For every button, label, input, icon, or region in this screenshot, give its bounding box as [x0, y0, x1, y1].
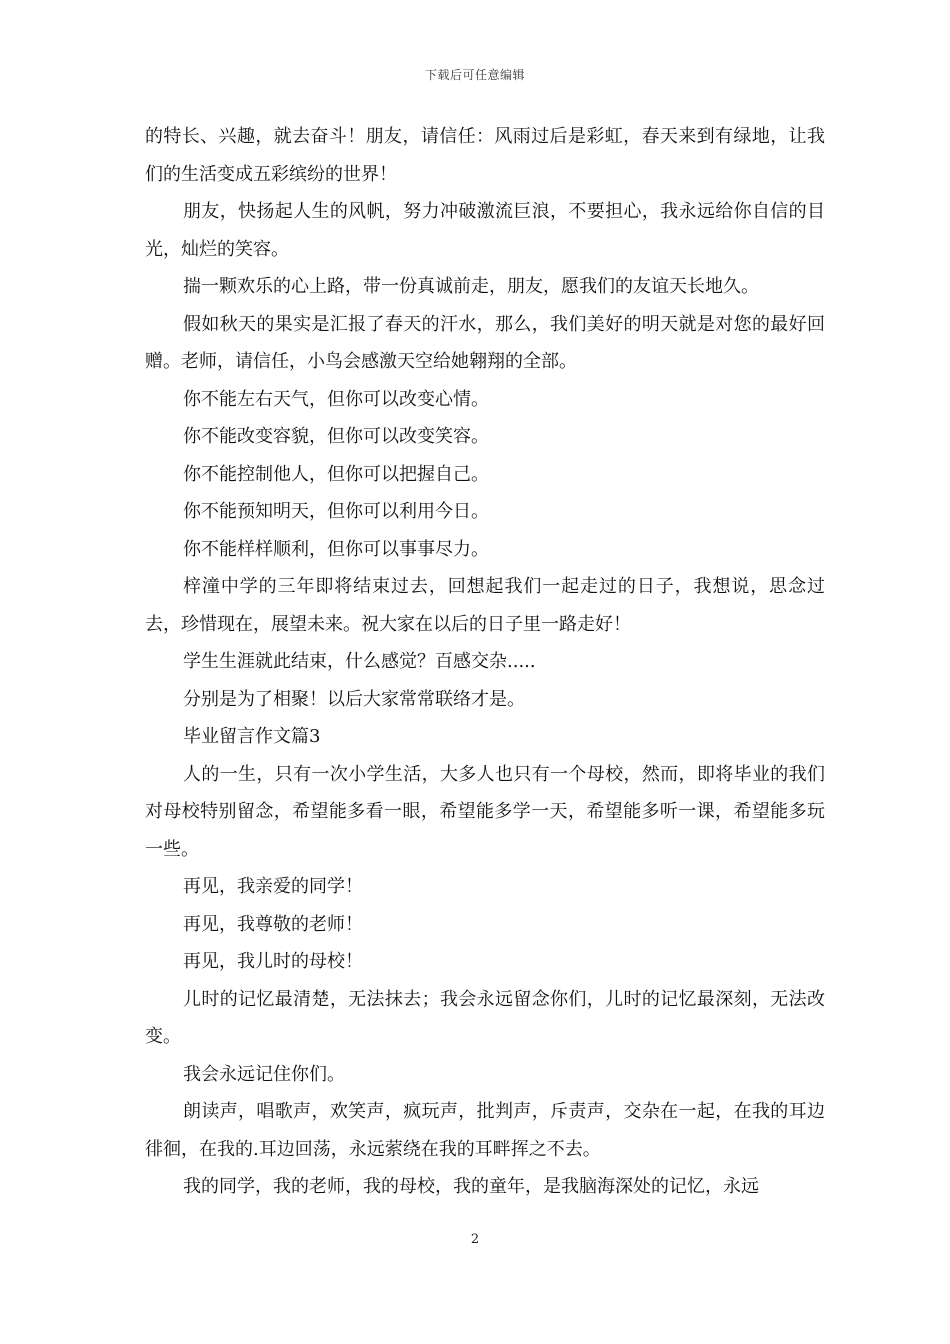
paragraph: 你不能控制他人，但你可以把握自己。 [183, 463, 489, 485]
paragraph: 朗读声，唱歌声，欢笑声，疯玩声，批判声，斥责声，交杂在一起，在我的耳边徘徊，在我的.耳边回荡，永远萦绕在我的耳畔挥之不去。 [145, 1101, 825, 1160]
paragraph: 我会永远记住你们。 [183, 1063, 345, 1085]
paragraph: 揣一颗欢乐的心上路，带一份真诚前走，朋友，愿我们的友谊天长地久。 [183, 276, 759, 297]
section-heading: 毕业留言作文篇3 [183, 726, 321, 747]
paragraph: 分别是为了相聚！以后大家常常联络才是。 [183, 688, 525, 710]
paragraph: 再见，我儿时的母校！ [183, 951, 363, 972]
page-header: 下载后可任意编辑 [424, 68, 525, 82]
document-body [145, 118, 825, 1206]
page-number: 2 [470, 1232, 480, 1247]
paragraph: 梓潼中学的三年即将结束过去，回想起我们一起走过的日子，我想说，思念过去，珍惜现在，展望未来。祝大家在以后的日子里一路走好！ [145, 576, 825, 635]
paragraph: 朋友，快扬起人生的风帆，努力冲破激流巨浪，不要担心，我永远给你自信的目光，灿烂的笑容。 [145, 201, 825, 260]
paragraph: 你不能左右天气，但你可以改变心情。 [183, 388, 489, 410]
paragraph: 的特长、兴趣，就去奋斗！朋友，请信任：风雨过后是彩虹，春天来到有绿地，让我们的生活变成五彩缤纷的世界！ [145, 126, 825, 185]
paragraph: 你不能预知明天，但你可以利用今日。 [183, 501, 489, 522]
paragraph: 假如秋天的果实是汇报了春天的汗水，那么，我们美好的明天就是对您的最好回赠。老师，请信任，小鸟会感激天空给她翱翔的全部。 [145, 313, 825, 372]
paragraph: 再见，我尊敬的老师！ [183, 913, 363, 935]
paragraph: 儿时的记忆最清楚，无法抹去；我会永远留念你们，儿时的记忆最深刻，无法改变。 [145, 988, 825, 1047]
paragraph: 再见，我亲爱的同学！ [183, 876, 363, 897]
paragraph: 我的同学，我的老师，我的母校，我的童年，是我脑海深处的记忆，永远 [183, 1176, 759, 1197]
paragraph: 人的一生，只有一次小学生活，大多人也只有一个母校，然而，即将毕业的我们对母校特别留念，希望能多看一眼，希望能多学一天，希望能多听一课，希望能多玩一些。 [145, 763, 825, 860]
paragraph: 你不能改变容貌，但你可以改变笑容。 [183, 426, 489, 447]
paragraph: 你不能样样顺利，但你可以事事尽力。 [183, 538, 489, 560]
paragraph: 学生生涯就此结束，什么感觉？百感交杂..... [183, 651, 536, 672]
